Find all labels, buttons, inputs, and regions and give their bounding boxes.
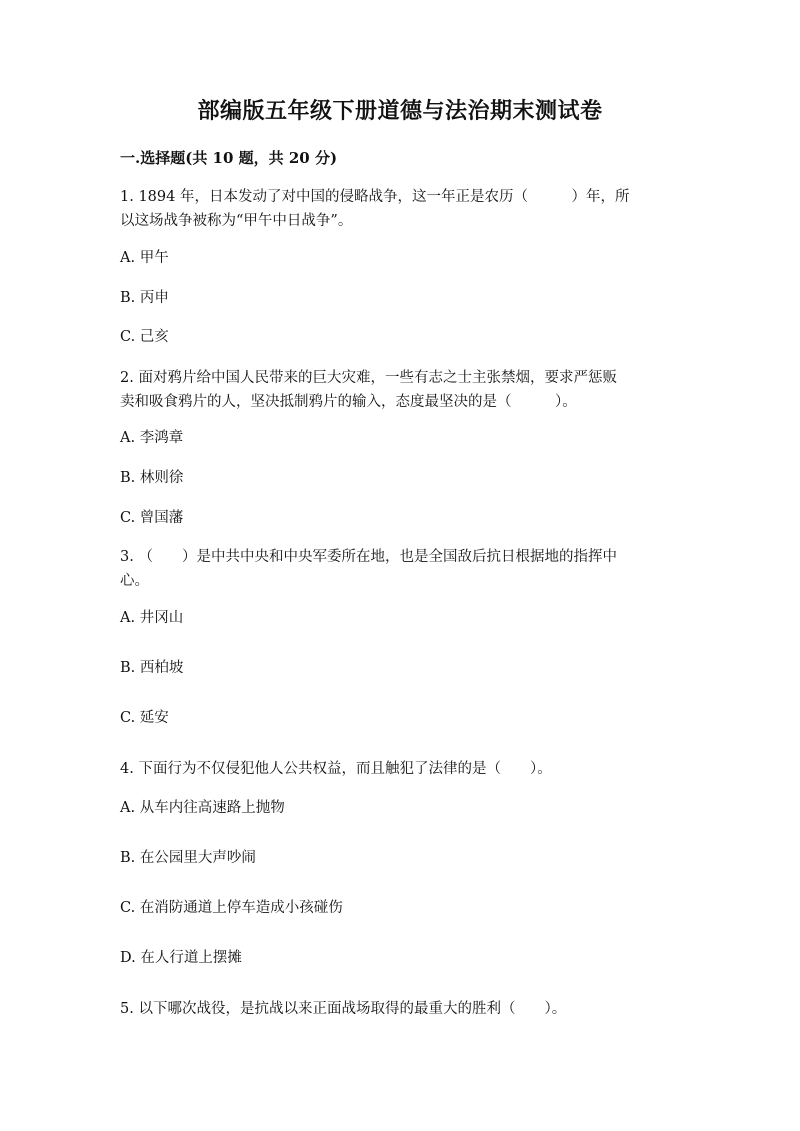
- question-2-option-b: B. 林则徐: [120, 470, 184, 486]
- question-3-option-b: B. 西柏坡: [120, 660, 184, 676]
- question-4-option-a: A. 从车内往高速路上抛物: [120, 800, 285, 816]
- question-text-line: 以这场战争被称为“甲午中日战争”。: [120, 213, 353, 229]
- question-4: [120, 757, 680, 781]
- question-4-option-d: D. 在人行道上摆摊: [120, 950, 242, 966]
- question-1-option-b: B. 丙申: [120, 290, 169, 306]
- question-4-option-c: C. 在消防通道上停车造成小孩碰伤: [120, 900, 343, 916]
- question-text-line: 2. 面对鸦片给中国人民带来的巨大灾难，一些有志之士主张禁烟，要求严惩贩: [120, 370, 617, 386]
- question-2-option-a: A. 李鸿章: [120, 430, 184, 446]
- question-text-line: 卖和吸食鸦片的人，坚决抵制鸦片的输入，态度最坚决的是（ ）。: [120, 394, 577, 410]
- question-text-line: 5. 以下哪次战役，是抗战以来正面战场取得的最重大的胜利（ ）。: [120, 1001, 567, 1017]
- question-text-line: 4. 下面行为不仅侵犯他人公共权益，而且触犯了法律的是（ ）。: [120, 761, 552, 777]
- page-title: 部编版五年级下册道德与法治期末测试卷: [197, 98, 603, 124]
- question-3-option-c: C. 延安: [120, 710, 169, 726]
- question-3-option-a: A. 井冈山: [120, 610, 184, 626]
- question-text-line: 心。: [120, 573, 149, 589]
- question-4-option-b: B. 在公园里大声吵闹: [120, 850, 256, 866]
- question-1: [120, 185, 680, 233]
- question-text-line: 1. 1894 年，日本发动了对中国的侵略战争，这一年正是农历（ ）年，所: [120, 189, 630, 205]
- section-heading: 一.选择题(共 10 题，共 20 分): [120, 149, 338, 167]
- question-1-option-c: C. 己亥: [120, 329, 169, 345]
- question-3: [120, 545, 680, 593]
- question-5: [120, 997, 680, 1021]
- question-text-line: 3. （ ）是中共中央和中央军委所在地，也是全国敌后抗日根据地的指挥中: [120, 549, 617, 565]
- question-1-option-a: A. 甲午: [120, 250, 169, 266]
- question-2: [120, 366, 680, 414]
- question-2-option-c: C. 曾国藩: [120, 510, 184, 526]
